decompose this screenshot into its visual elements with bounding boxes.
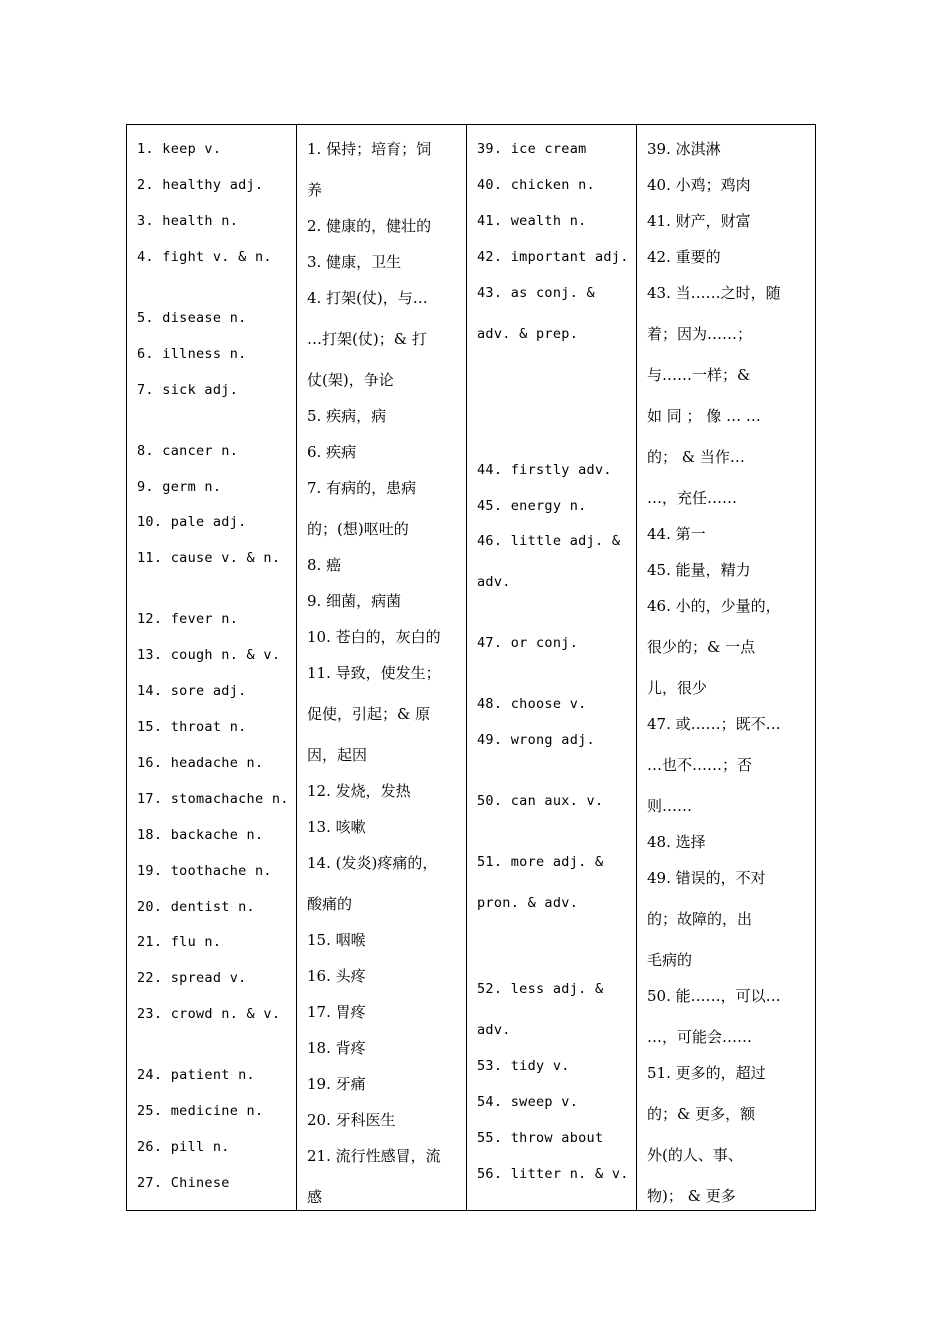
entry-line: 56. litter n. & v. [477, 1166, 629, 1182]
entry-line: 2. 健康的，健壮的 [307, 217, 432, 235]
entry-line: 则…… [647, 797, 693, 815]
entry-line: 17. stomachache n. [137, 791, 289, 807]
entry-line: 13. cough n. & v. [137, 647, 281, 663]
entry-line: 21. flu n. [137, 934, 222, 950]
entry-line: 45. 能量，精力 [647, 561, 751, 579]
entry-line: 1. keep v. [137, 141, 222, 157]
entry-line: 43. as conj. & [477, 285, 595, 301]
entry-line: 51. more adj. & [477, 854, 604, 870]
entry-line: 50. can aux. v. [477, 793, 604, 809]
entry-line: adv. [477, 1022, 511, 1038]
entry-line: 16. headache n. [137, 755, 264, 771]
entry-line: 6. 疾病 [307, 443, 357, 461]
entry-line: 22. spread v. [137, 970, 247, 986]
entry-line: 42. important adj. [477, 249, 629, 265]
entry-line: 27. Chinese [137, 1175, 230, 1191]
entry-line: 12. 发烧，发热 [307, 782, 411, 800]
entry-line: pron. & adv. [477, 895, 579, 911]
entry-line: 8. cancer n. [137, 443, 239, 459]
entry-line: 1. 保持；培育；饲 [307, 140, 432, 158]
entry-line: 的；& 更多，额 [647, 1105, 756, 1123]
entry-line: 11. 导致，使发生； [307, 664, 441, 682]
entry-line: 13. 咳嗽 [307, 818, 366, 836]
entry-line: 49. 错误的，不对 [647, 869, 766, 887]
entry-line: 2. healthy adj. [137, 177, 264, 193]
entry-line: …也不……；否 [647, 756, 753, 774]
entry-line: 44. firstly adv. [477, 462, 612, 478]
column-english-2 [467, 125, 637, 1210]
entry-line: 21. 流行性感冒，流 [307, 1147, 441, 1165]
entry-line: 10. pale adj. [137, 514, 247, 530]
entry-line: 如 同 ； 像 … … [647, 407, 761, 425]
entry-line: 19. toothache n. [137, 863, 272, 879]
entry-line: 毛病的 [647, 951, 693, 969]
entry-line: 50. 能……，可以… [647, 987, 781, 1005]
entry-line: 45. energy n. [477, 498, 587, 514]
entry-line: 26. pill n. [137, 1139, 230, 1155]
entry-line: 着；因为……； [647, 325, 753, 343]
entry-line: 仗(架)，争论 [307, 371, 394, 389]
entry-line: 4. fight v. & n. [137, 249, 272, 265]
entry-line: 感 [307, 1188, 323, 1206]
entry-line: 48. 选择 [647, 833, 706, 851]
entry-line: 41. wealth n. [477, 213, 587, 229]
entry-line: 47. 或……；既不… [647, 715, 781, 733]
entry-line: 42. 重要的 [647, 248, 721, 266]
entry-line: 17. 胃疼 [307, 1003, 366, 1021]
entry-line: 的；(想)呕吐的 [307, 520, 409, 538]
entry-line: …，充任…… [647, 489, 738, 507]
entry-line: 52. less adj. & [477, 981, 604, 997]
entry-line: 14. (发炎)疼痛的， [307, 854, 438, 872]
entry-line: 18. 背疼 [307, 1039, 366, 1057]
entry-line: 18. backache n. [137, 827, 264, 843]
entry-line: 5. disease n. [137, 310, 247, 326]
entry-line: 因，起因 [307, 746, 368, 764]
entry-line: 酸痛的 [307, 895, 353, 913]
entry-line: 5. 疾病，病 [307, 407, 387, 425]
entry-line: 20. 牙科医生 [307, 1111, 396, 1129]
entry-line: …，可能会…… [647, 1028, 753, 1046]
entry-line: 的；故障的，出 [647, 910, 753, 928]
entry-line: 很少的；& 一点 [647, 638, 756, 656]
entry-line: 12. fever n. [137, 611, 239, 627]
entry-line: 25. medicine n. [137, 1103, 264, 1119]
entry-line: 51. 更多的，超过 [647, 1064, 766, 1082]
entry-line: 39. 冰淇淋 [647, 140, 721, 158]
entry-line: 3. 健康，卫生 [307, 253, 402, 271]
column-chinese-2 [637, 125, 815, 1210]
entry-line: 4. 打架(仗)，与… [307, 289, 428, 307]
entry-line: 9. germ n. [137, 479, 222, 495]
entry-line: 46. 小的，少量的， [647, 597, 781, 615]
entry-line: 19. 牙痛 [307, 1075, 366, 1093]
entry-line: 14. sore adj. [137, 683, 247, 699]
entry-line: 47. or conj. [477, 635, 579, 651]
entry-line: 物)； & 更多 [647, 1187, 736, 1205]
entry-line: 外(的人、事、 [647, 1146, 743, 1164]
entry-line: adv. [477, 574, 511, 590]
entry-line: 7. 有病的，患病 [307, 479, 417, 497]
entry-line: 养 [307, 181, 323, 199]
entry-line: 54. sweep v. [477, 1094, 579, 1110]
entry-line: 7. sick adj. [137, 382, 239, 398]
entry-line: 15. 咽喉 [307, 931, 366, 949]
entry-line: 6. illness n. [137, 346, 247, 362]
entry-line: 儿，很少 [647, 679, 708, 697]
entry-line: 49. wrong adj. [477, 732, 595, 748]
column-english-1 [127, 125, 297, 1210]
vocabulary-table [126, 124, 816, 1211]
entry-line: 16. 头疼 [307, 967, 366, 985]
entry-line: 10. 苍白的，灰白的 [307, 628, 441, 646]
entry-line: 44. 第一 [647, 525, 706, 543]
column-chinese-1 [297, 125, 467, 1210]
entry-line: 24. patient n. [137, 1067, 255, 1083]
entry-line: 与……一样；& [647, 366, 751, 384]
entry-line: 的； & 当作… [647, 448, 745, 466]
entry-line: adv. & prep. [477, 326, 579, 342]
entry-line: 53. tidy v. [477, 1058, 570, 1074]
entry-line: 9. 细菌，病菌 [307, 592, 402, 610]
entry-line: 39. ice cream [477, 141, 587, 157]
entry-line: 15. throat n. [137, 719, 247, 735]
entry-line: 48. choose v. [477, 696, 587, 712]
entry-line: 46. little adj. & [477, 533, 621, 549]
entry-line: 43. 当……之时，随 [647, 284, 781, 302]
entry-line: …打架(仗)；& 打 [307, 330, 427, 348]
entry-line: 23. crowd n. & v. [137, 1006, 281, 1022]
entry-line: 3. health n. [137, 213, 239, 229]
entry-line: 11. cause v. & n. [137, 550, 281, 566]
entry-line: 55. throw about [477, 1130, 604, 1146]
entry-line: 8. 癌 [307, 556, 342, 574]
entry-line: 40. chicken n. [477, 177, 595, 193]
entry-line: 20. dentist n. [137, 899, 255, 915]
entry-line: 41. 财产，财富 [647, 212, 751, 230]
entry-line: 促使，引起；& 原 [307, 705, 431, 723]
entry-line: 40. 小鸡；鸡肉 [647, 176, 751, 194]
